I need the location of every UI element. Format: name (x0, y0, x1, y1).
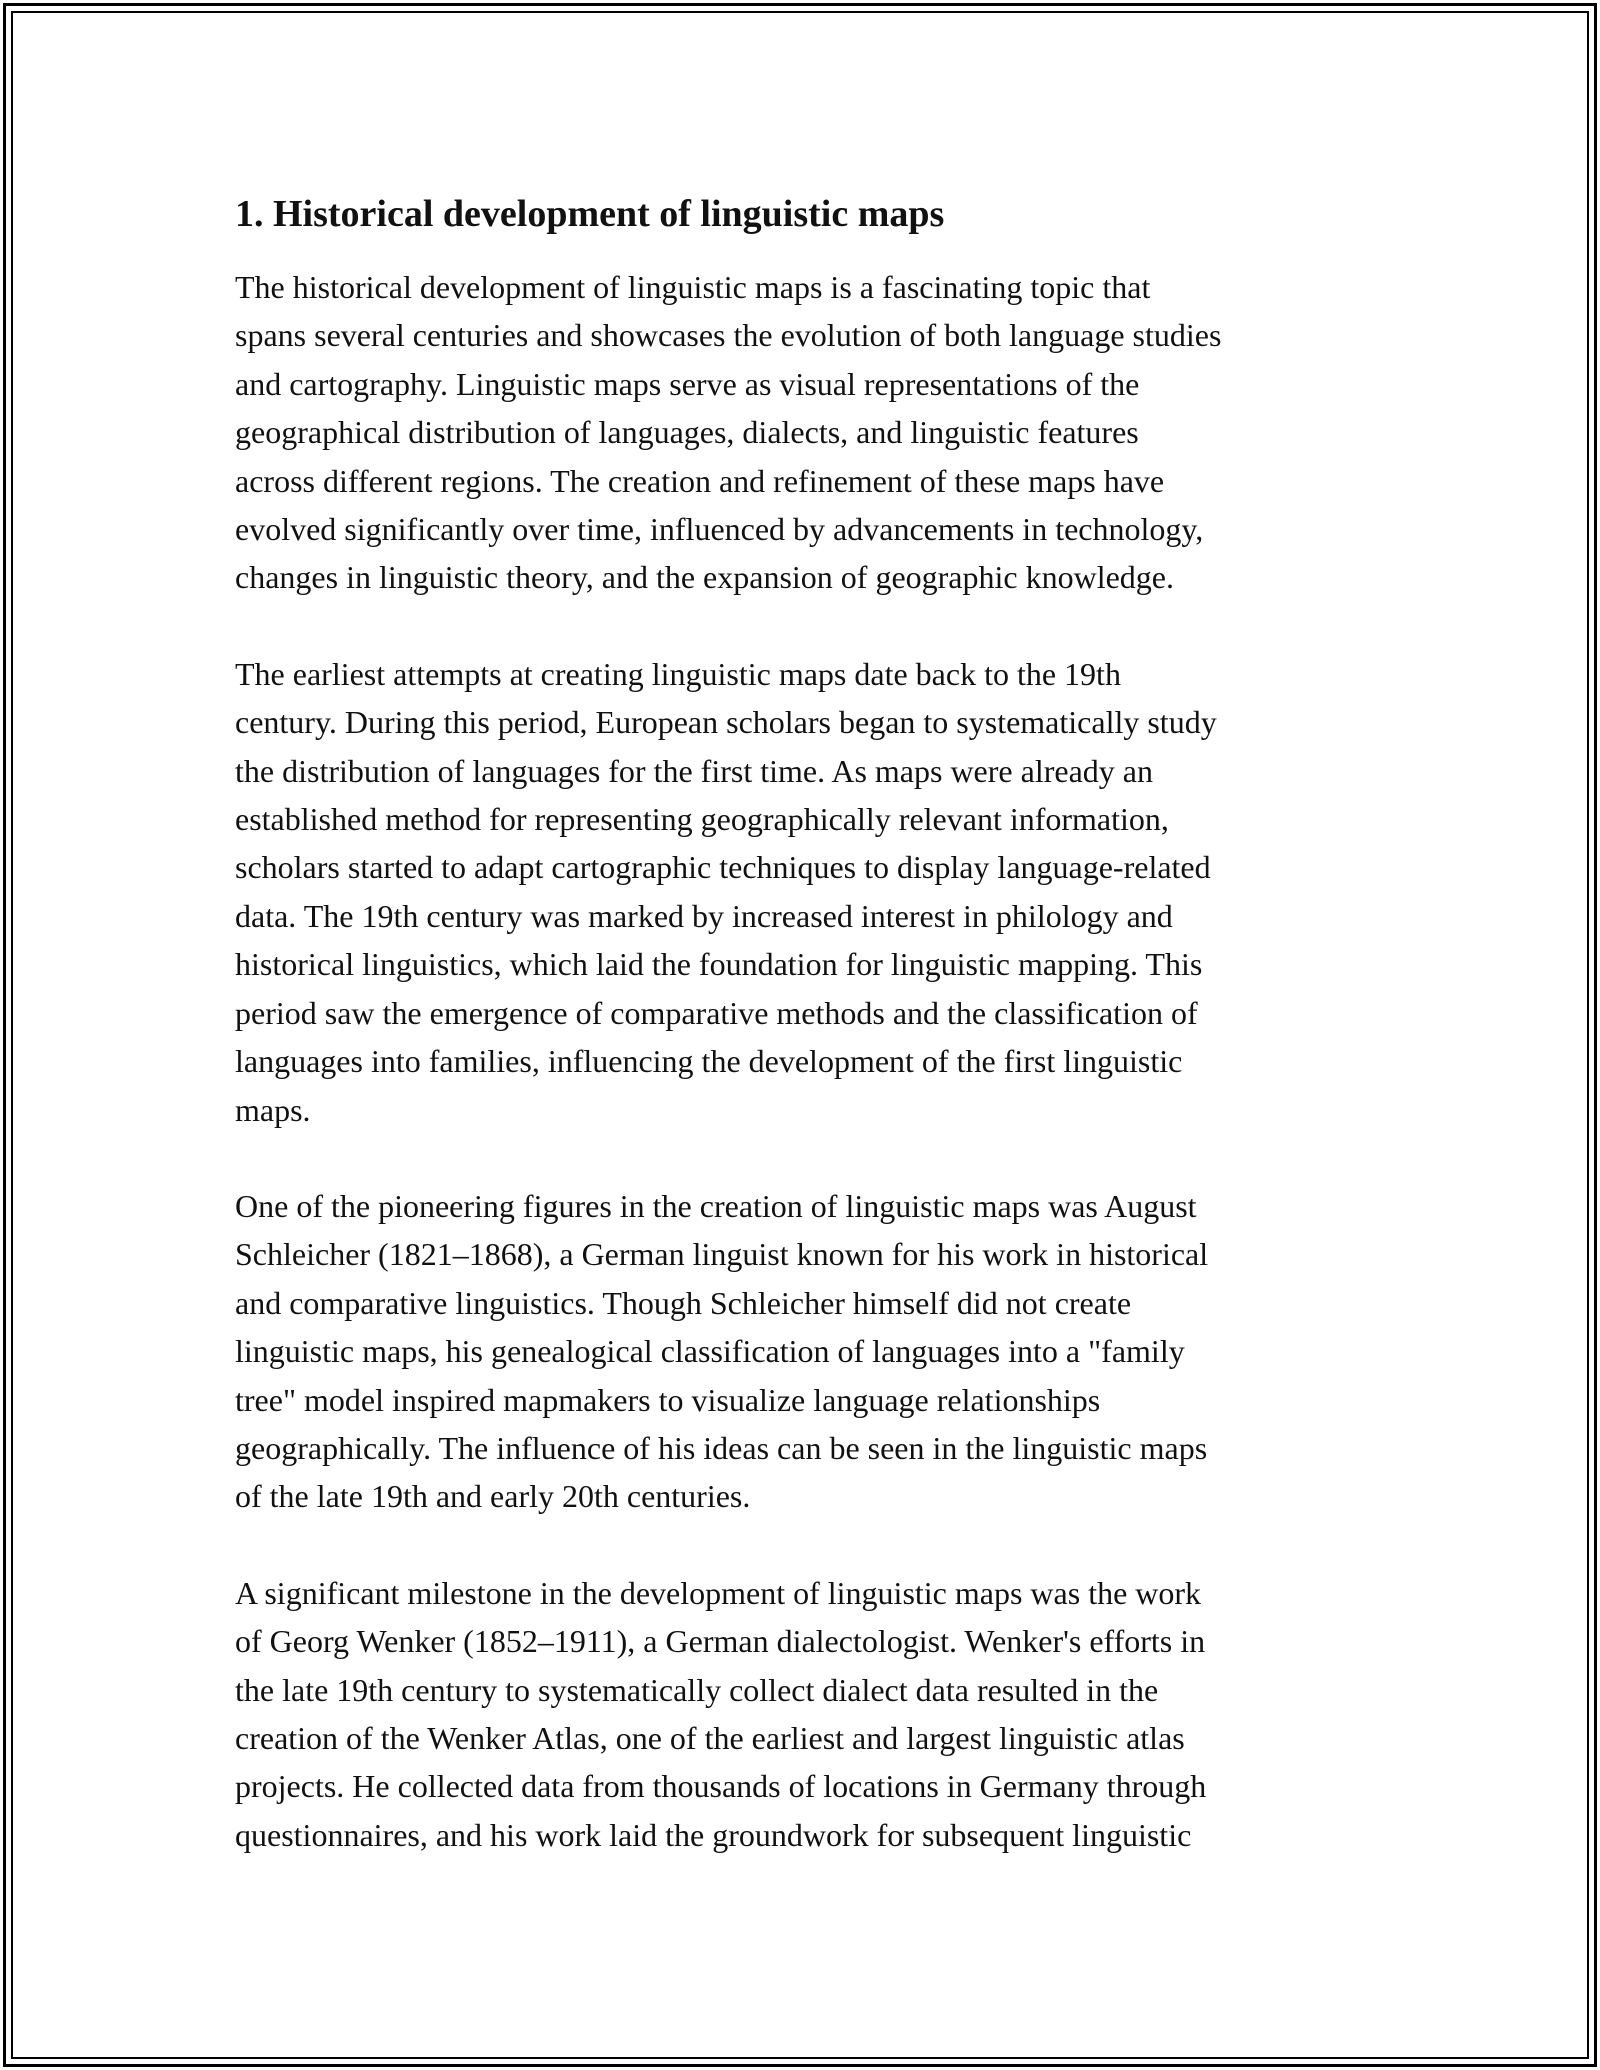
paragraph-schleicher: One of the pioneering figures in the creation of linguistic maps was August Schleicher (1821–1868), a German linguist known for his work in historical and comparative linguistics. Though Schleicher himself did not create linguistic maps, his genealogical classification of languages into a "family tree" model inspired mapmakers to visualize language relationships geographically. The influence of his ideas can be seen in the linguistic maps of the late 19th and early 20th centuries. (235, 1187, 1209, 1515)
paragraph-intro: The historical development of linguistic maps is a fascinating topic that spans several centuries and showcases the evolution of both language studies and cartography. Linguistic maps serve as visual representations of the geographical distribution of languages, dialects, and linguistic features across different regions. The creation and refinement of these maps have evolved significantly over time, influenced by advancements in technology, changes in linguistic theory, and the expansion of geographic knowledge. (235, 269, 1222, 596)
paragraph-earliest-attempts: The earliest attempts at creating linguistic maps date back to the 19th century. During this period, European scholars began to systematically study the distribution of languages for the first time. As maps were already an established method for representing geographically relevant information, scholars started to adapt cartographic techniques to display language-related data. The 19th century was marked by increased interest in philology and historical linguistics, which laid the foundation for linguistic mapping. This period saw the emergence of comparative methods and the classification of languages into families, influencing the development of the first linguistic maps. (235, 655, 1217, 1128)
document-body (235, 186, 1375, 1907)
section-heading: 1. Historical development of linguistic maps (235, 193, 945, 235)
paragraph-wenker: A significant milestone in the development of linguistic maps was the work of Georg Wenker (1852–1911), a German dialectologist. Wenker's efforts in the late 19th century to systematically collect dialect data resulted in the creation of the Wenker Atlas, one of the earliest and largest linguistic atlas projects. He collected data from thousands of locations in Germany through questionnaires, and his work laid the groundwork for subsequent linguistic (235, 1574, 1207, 1853)
